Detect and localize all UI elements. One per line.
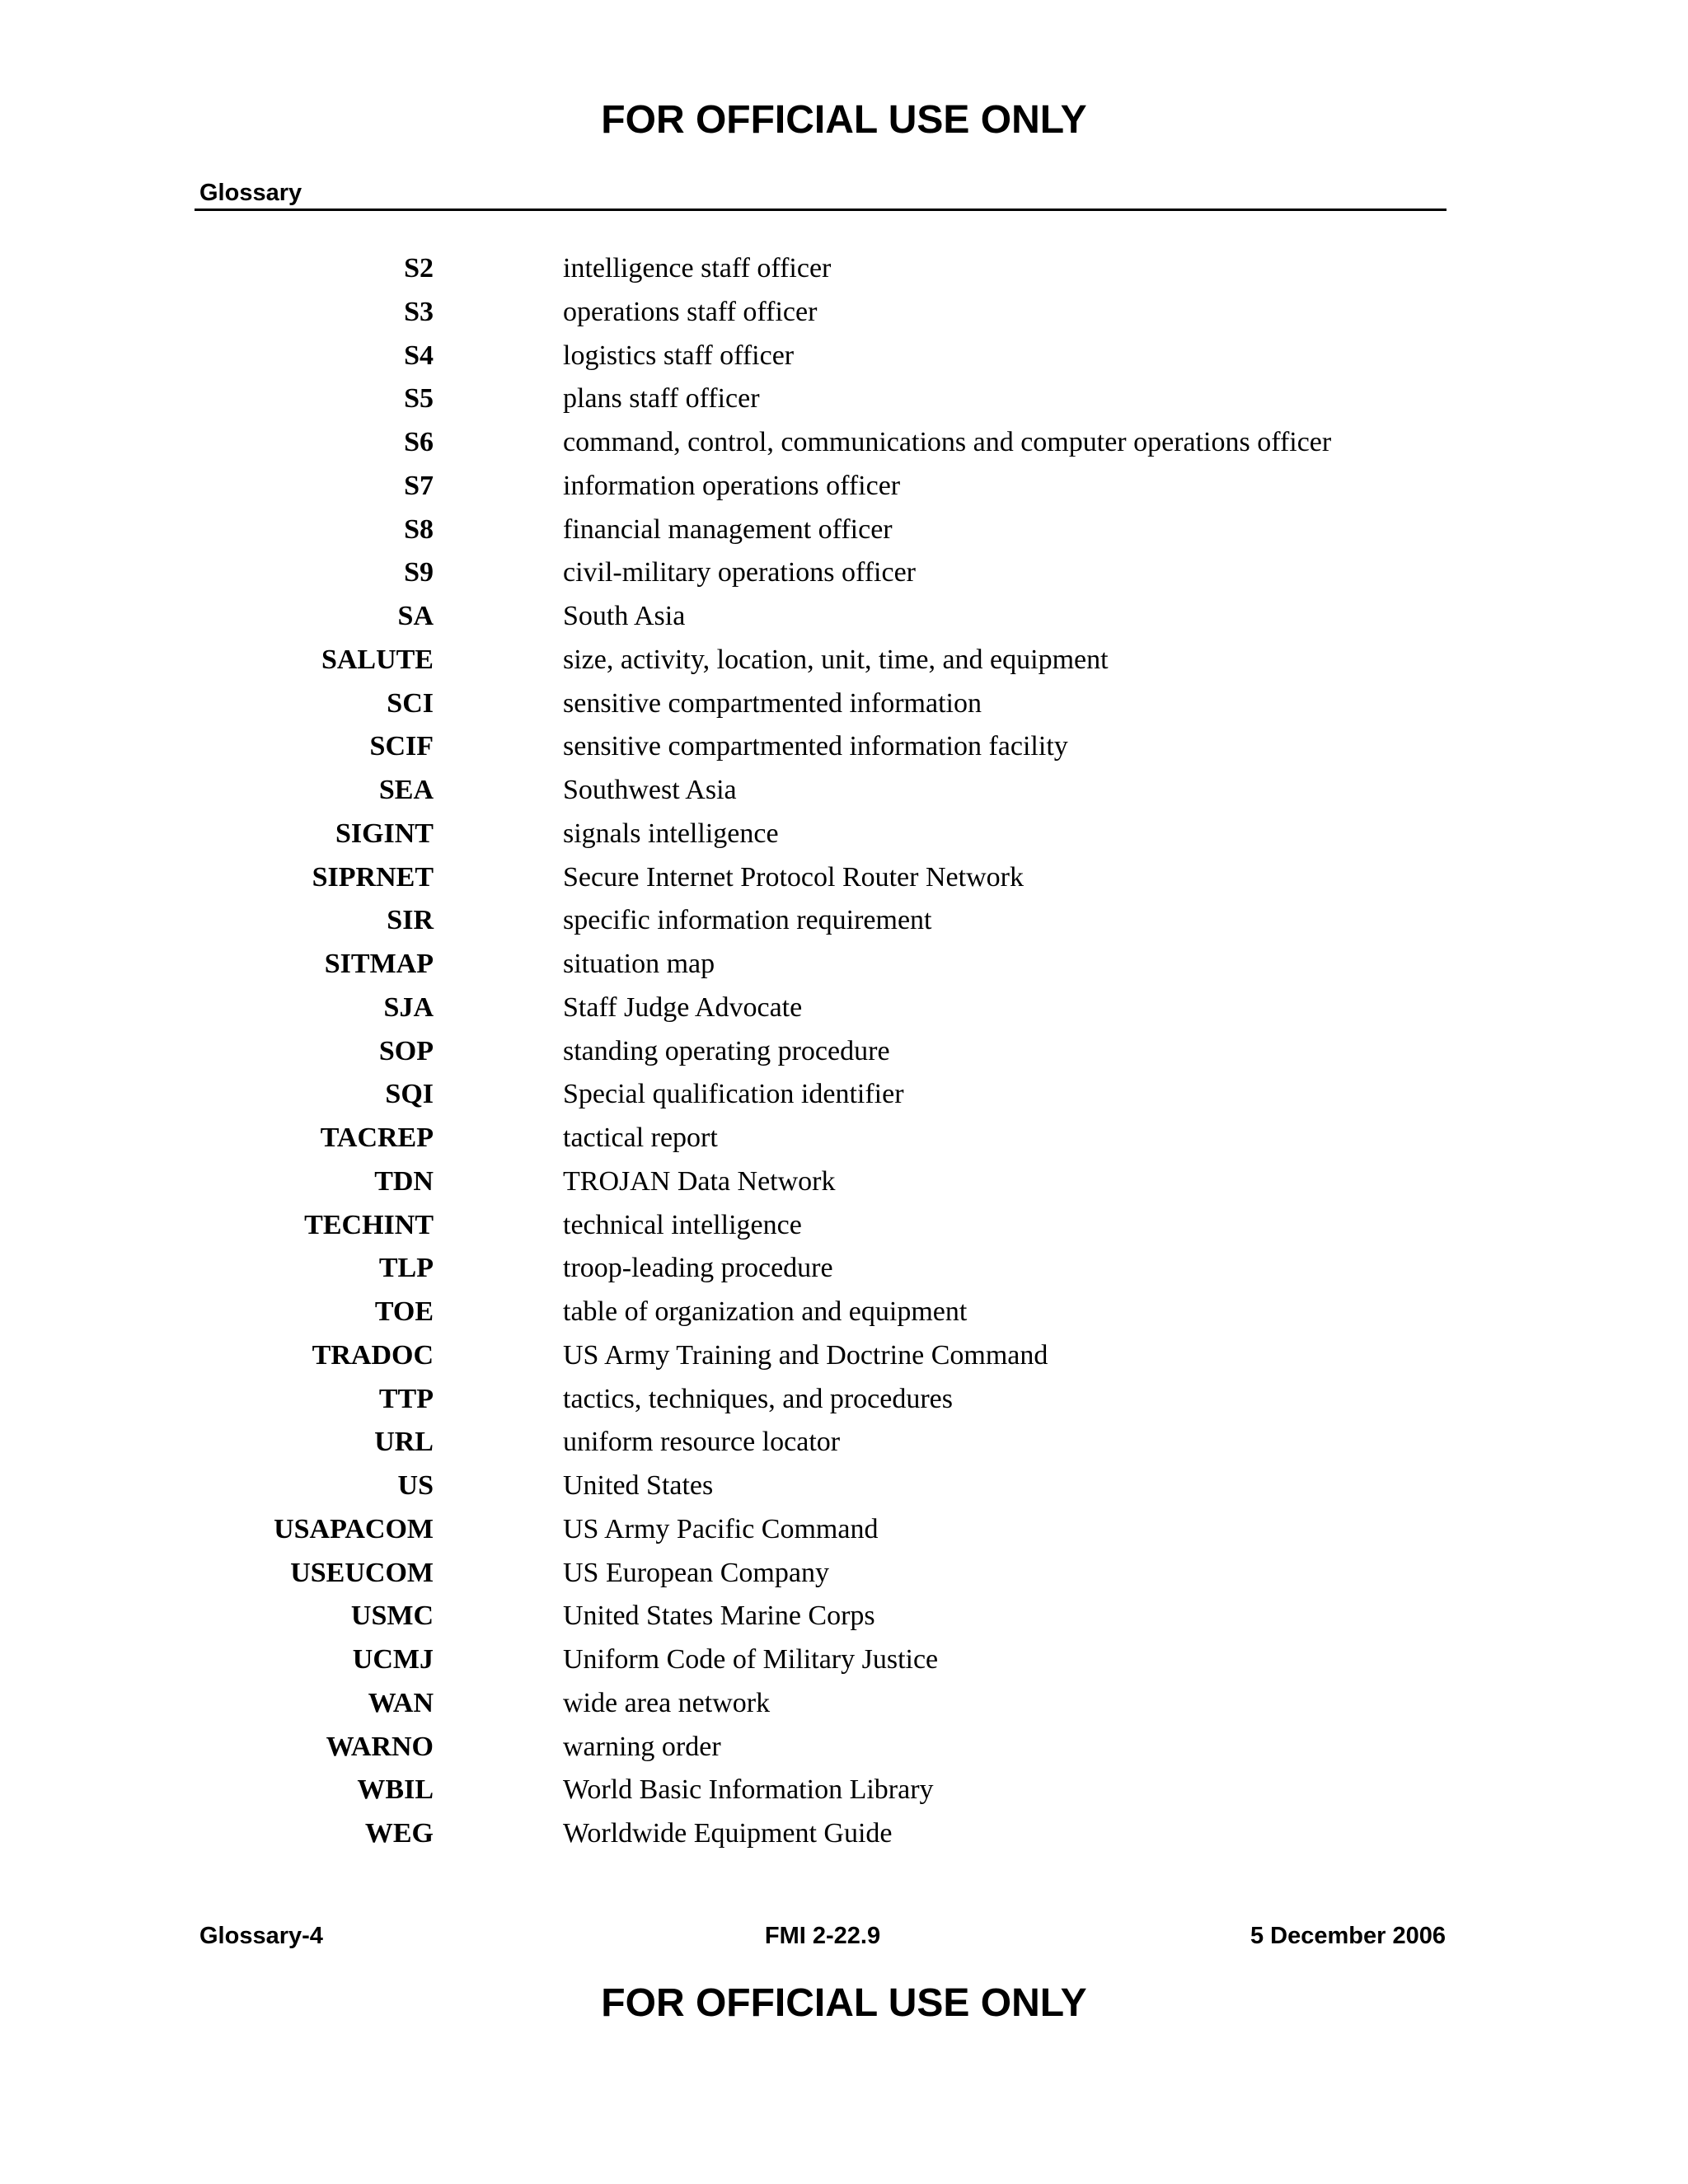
glossary-abbreviation: USMC <box>350 1601 434 1632</box>
glossary-entry <box>0 814 1688 858</box>
glossary-abbreviation: TDN <box>374 1165 434 1197</box>
glossary-entry <box>0 1380 1688 1423</box>
glossary-entry <box>0 1727 1688 1771</box>
glossary-abbreviation: SJA <box>383 991 434 1023</box>
glossary-abbreviation: TOE <box>374 1296 434 1327</box>
glossary-entry <box>0 1075 1688 1118</box>
glossary-abbreviation: TACREP <box>320 1122 434 1153</box>
glossary-definition: warning order <box>563 1731 721 1762</box>
glossary-entry <box>0 510 1688 554</box>
page-number: Glossary-4 <box>199 1923 323 1949</box>
glossary-definition: sensitive compartmented information facility <box>563 731 1068 762</box>
glossary-entry <box>0 1422 1688 1466</box>
glossary-definition: civil-military operations officer <box>563 557 917 588</box>
glossary-abbreviation: S4 <box>404 340 434 371</box>
glossary-entry <box>0 379 1688 423</box>
glossary-definition: financial management officer <box>563 513 893 545</box>
glossary-entry <box>0 1814 1688 1858</box>
glossary-entry <box>0 336 1688 380</box>
glossary-abbreviation: SIR <box>387 905 434 936</box>
glossary-definition: South Asia <box>563 601 686 631</box>
glossary-definition: Staff Judge Advocate <box>563 991 803 1023</box>
section-header: Glossary <box>199 180 302 206</box>
glossary-definition: command, control, communications and computer operations officer <box>563 427 1332 457</box>
glossary-abbreviation: S2 <box>404 253 434 284</box>
glossary-definition: plans staff officer <box>563 383 760 415</box>
glossary-abbreviation: USEUCOM <box>290 1557 434 1588</box>
glossary-entry <box>0 684 1688 728</box>
glossary-abbreviation: TRADOC <box>312 1339 434 1371</box>
glossary-abbreviation: SCI <box>387 687 434 719</box>
glossary-definition: standing operating procedure <box>563 1035 890 1066</box>
glossary-definition: Uniform Code of Military Justice <box>563 1644 939 1675</box>
document-id: FMI 2-22.9 <box>764 1923 881 1949</box>
glossary-abbreviation: S5 <box>404 383 434 415</box>
glossary-entry <box>0 1206 1688 1249</box>
glossary-entry <box>0 1640 1688 1684</box>
glossary-definition: Secure Internet Protocol Router Network <box>563 861 1024 893</box>
glossary-abbreviation: SOP <box>378 1035 434 1066</box>
glossary-abbreviation: SITMAP <box>324 949 434 979</box>
glossary-definition: US Army Training and Doctrine Command <box>563 1339 1048 1371</box>
glossary-abbreviation: SALUTE <box>321 644 434 675</box>
glossary-definition: technical intelligence <box>563 1209 802 1240</box>
glossary-definition: information operations officer <box>563 470 901 501</box>
glossary-entry <box>0 423 1688 466</box>
glossary-definition: tactics, techniques, and procedures <box>563 1383 953 1414</box>
glossary-entry <box>0 1554 1688 1597</box>
glossary-abbreviation: S7 <box>404 470 434 501</box>
glossary-abbreviation: TTP <box>378 1383 434 1414</box>
glossary-definition: intelligence staff officer <box>563 253 832 284</box>
glossary-abbreviation: SQI <box>385 1079 434 1110</box>
glossary-definition: size, activity, location, unit, time, and equipment <box>563 644 1109 675</box>
glossary-entry <box>0 1118 1688 1162</box>
glossary-entry <box>0 1510 1688 1554</box>
header-rule <box>195 209 1447 211</box>
glossary-abbreviation: SCIF <box>369 731 434 762</box>
glossary-abbreviation: URL <box>374 1427 434 1458</box>
glossary-abbreviation: SEA <box>378 775 434 805</box>
glossary-definition: signals intelligence <box>563 818 779 849</box>
glossary-entry <box>0 1684 1688 1727</box>
glossary-definition: table of organization and equipment <box>563 1296 968 1327</box>
glossary-entry <box>0 553 1688 597</box>
glossary-entry <box>0 640 1688 684</box>
glossary-definition: United States <box>563 1470 714 1501</box>
top-classification-banner: FOR OFFICIAL USE ONLY <box>601 98 1087 142</box>
glossary-entry <box>0 1770 1688 1814</box>
glossary-abbreviation: S3 <box>404 296 434 327</box>
glossary-definition: World Basic Information Library <box>563 1774 934 1806</box>
glossary-definition: United States Marine Corps <box>563 1601 875 1632</box>
glossary-entry <box>0 597 1688 640</box>
glossary-abbreviation: USAPACOM <box>274 1513 434 1544</box>
glossary-abbreviation: WEG <box>364 1818 434 1849</box>
glossary-definition: Special qualification identifier <box>563 1079 904 1110</box>
glossary-abbreviation: WBIL <box>357 1774 434 1806</box>
glossary-definition: Southwest Asia <box>563 775 737 805</box>
page-footer <box>0 1919 1688 1952</box>
glossary-definition: logistics staff officer <box>563 340 795 371</box>
glossary-list <box>0 249 1688 1858</box>
glossary-entry <box>0 901 1688 944</box>
glossary-entry <box>0 944 1688 988</box>
glossary-abbreviation: WAN <box>368 1687 434 1718</box>
glossary-definition: TROJAN Data Network <box>563 1165 836 1197</box>
glossary-definition: sensitive compartmented information <box>563 687 982 719</box>
glossary-definition: US European Company <box>563 1557 829 1588</box>
glossary-entry <box>0 1162 1688 1206</box>
glossary-entry <box>0 1292 1688 1336</box>
glossary-entry <box>0 466 1688 510</box>
bottom-classification-banner: FOR OFFICIAL USE ONLY <box>601 1981 1087 2025</box>
glossary-entry <box>0 1466 1688 1510</box>
glossary-entry <box>0 249 1688 293</box>
publication-date: 5 December 2006 <box>1250 1923 1446 1949</box>
glossary-abbreviation: SIPRNET <box>312 861 434 893</box>
glossary-definition: specific information requirement <box>563 905 932 936</box>
glossary-abbreviation: TLP <box>378 1253 434 1284</box>
glossary-entry <box>0 1596 1688 1640</box>
glossary-abbreviation: TECHINT <box>304 1209 434 1240</box>
glossary-entry <box>0 1032 1688 1076</box>
glossary-definition: troop-leading procedure <box>563 1253 833 1284</box>
glossary-entry <box>0 1249 1688 1292</box>
glossary-abbreviation: S6 <box>404 427 434 457</box>
glossary-definition: operations staff officer <box>563 296 818 327</box>
glossary-entry <box>0 988 1688 1032</box>
glossary-definition: tactical report <box>563 1122 718 1153</box>
glossary-abbreviation: S8 <box>404 513 434 545</box>
glossary-entry <box>0 293 1688 336</box>
glossary-entry <box>0 1336 1688 1380</box>
glossary-entry <box>0 771 1688 814</box>
glossary-entry <box>0 727 1688 771</box>
glossary-abbreviation: SIGINT <box>335 818 434 849</box>
glossary-abbreviation: SA <box>397 601 434 631</box>
glossary-definition: US Army Pacific Command <box>563 1513 879 1544</box>
glossary-entry <box>0 858 1688 902</box>
glossary-definition: wide area network <box>563 1687 771 1718</box>
glossary-abbreviation: WARNO <box>326 1731 434 1762</box>
glossary-abbreviation: US <box>397 1470 434 1501</box>
glossary-definition: uniform resource locator <box>563 1427 841 1458</box>
glossary-abbreviation: S9 <box>404 557 434 588</box>
glossary-definition: Worldwide Equipment Guide <box>563 1818 893 1849</box>
glossary-abbreviation: UCMJ <box>352 1644 434 1675</box>
glossary-definition: situation map <box>563 949 715 979</box>
